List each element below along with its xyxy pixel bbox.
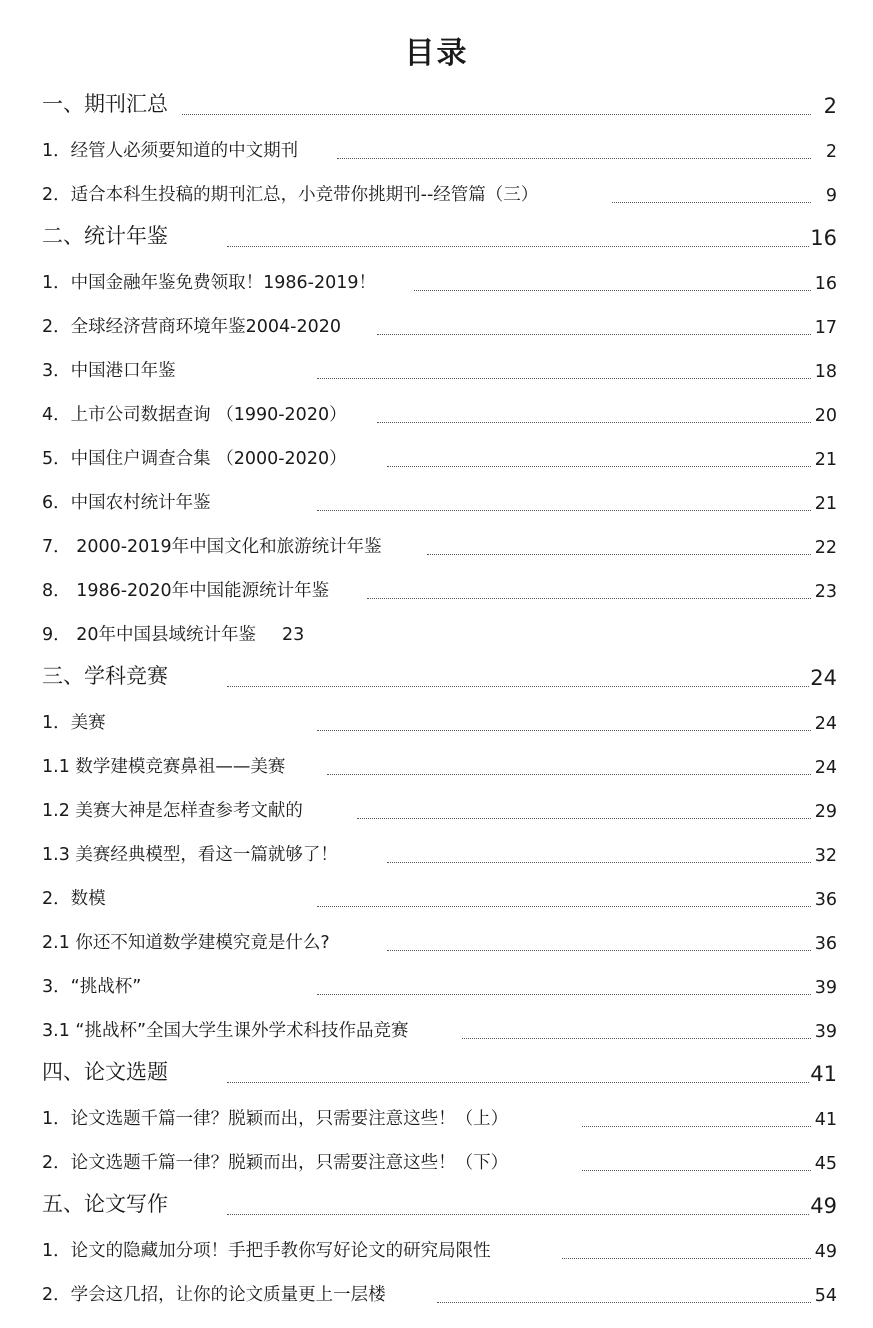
toc-leader-dots bbox=[427, 554, 811, 555]
toc-entry-page: 49 bbox=[814, 1242, 837, 1262]
toc-entry-label: 2．数模 bbox=[42, 885, 108, 910]
toc-entry-page: 24 bbox=[814, 714, 837, 734]
toc-entry[interactable] bbox=[42, 973, 837, 1003]
toc-section-entry[interactable] bbox=[42, 225, 837, 255]
toc-entry-label: 2.1 你还不知道数学建模究竟是什么? bbox=[42, 929, 332, 954]
toc-entry-page: 24 bbox=[810, 666, 837, 690]
toc-entry[interactable] bbox=[42, 489, 837, 519]
toc-entry-label: 二、统计年鉴 bbox=[42, 220, 170, 250]
toc-entry-label: 1．中国金融年鉴免费领取！1986-2019！ bbox=[42, 269, 378, 294]
toc-leader-dots bbox=[327, 774, 811, 775]
toc-entry[interactable] bbox=[42, 1105, 837, 1135]
toc-entry-label: 1.1 数学建模竞赛鼻祖——美赛 bbox=[42, 753, 287, 778]
toc-leader-dots bbox=[357, 818, 811, 819]
toc-entry-label: 1．论文的隐藏加分项！手把手教你写好论文的研究局限性 bbox=[42, 1237, 493, 1262]
toc-leader-dots bbox=[227, 246, 811, 247]
toc-entry-page: 45 bbox=[814, 1154, 837, 1174]
toc-entry[interactable] bbox=[42, 1237, 837, 1267]
toc-entry[interactable] bbox=[42, 269, 837, 299]
toc-entry-page: 23 bbox=[281, 625, 305, 645]
toc-leader-dots bbox=[462, 1038, 811, 1039]
toc-entry-label: 三、学科竞赛 bbox=[42, 660, 170, 690]
toc-entry-page: 36 bbox=[814, 934, 837, 954]
toc-entry-page: 2 bbox=[825, 142, 837, 162]
toc-entry-label: 2．全球经济营商环境年鉴2004-2020 bbox=[42, 313, 343, 338]
toc-entry-label: 8． 1986-2020年中国能源统计年鉴 bbox=[42, 577, 331, 602]
toc-entry[interactable] bbox=[42, 885, 837, 915]
toc-entry-page: 41 bbox=[810, 1062, 837, 1086]
toc-entry-label: 6．中国农村统计年鉴 bbox=[42, 489, 213, 514]
toc-entry-page: 18 bbox=[814, 362, 837, 382]
toc-entry[interactable] bbox=[42, 357, 837, 387]
toc-entry-page: 9 bbox=[825, 186, 837, 206]
toc-entry-label: 2．学会这几招，让你的论文质量更上一层楼 bbox=[42, 1281, 388, 1306]
toc-entry[interactable] bbox=[42, 621, 837, 651]
toc-entry-page: 39 bbox=[814, 978, 837, 998]
toc-entry[interactable] bbox=[42, 445, 837, 475]
toc-entry[interactable] bbox=[42, 709, 837, 739]
toc-leader-dots bbox=[414, 290, 811, 291]
toc-leader-dots bbox=[387, 950, 811, 951]
toc-entry[interactable] bbox=[42, 137, 837, 167]
toc-section-entry[interactable] bbox=[42, 1061, 837, 1091]
toc-section-entry[interactable] bbox=[42, 93, 837, 123]
toc-entry-page: 32 bbox=[814, 846, 837, 866]
toc-entry[interactable] bbox=[42, 797, 837, 827]
toc-entry-page: 36 bbox=[814, 890, 837, 910]
toc-entry[interactable] bbox=[42, 181, 837, 211]
toc-entry[interactable] bbox=[42, 841, 837, 871]
toc-leader-dots bbox=[337, 158, 811, 159]
toc-entry-label: 4．上市公司数据查询 （1990-2020） bbox=[42, 401, 349, 426]
toc-entry-label: 一、期刊汇总 bbox=[42, 88, 170, 118]
toc-section-entry[interactable] bbox=[42, 665, 837, 695]
toc-entry-label: 1.2 美赛大神是怎样查参考文献的 bbox=[42, 797, 305, 822]
toc-leader-dots bbox=[582, 1126, 811, 1127]
toc-entry-page: 49 bbox=[810, 1194, 837, 1218]
toc-leader-dots bbox=[377, 334, 811, 335]
toc-entry-page: 29 bbox=[814, 802, 837, 822]
toc-leader-dots bbox=[317, 906, 811, 907]
toc-leader-dots bbox=[227, 1214, 811, 1215]
toc-entry-label: 7． 2000-2019年中国文化和旅游统计年鉴 bbox=[42, 533, 384, 558]
toc-leader-dots bbox=[317, 994, 811, 995]
toc-entry[interactable] bbox=[42, 533, 837, 563]
toc-entry-page: 41 bbox=[814, 1110, 837, 1130]
toc-leader-dots bbox=[227, 686, 811, 687]
toc-entry-page: 20 bbox=[814, 406, 837, 426]
toc-leader-dots bbox=[387, 862, 811, 863]
toc-entry-label: 四、论文选题 bbox=[42, 1056, 170, 1086]
toc-entry-page: 21 bbox=[814, 450, 837, 470]
toc-entry-page: 16 bbox=[810, 226, 837, 250]
toc-entry[interactable] bbox=[42, 1149, 837, 1179]
toc-leader-dots bbox=[387, 466, 811, 467]
toc-entry-page: 2 bbox=[823, 94, 837, 118]
toc-title: 目录 bbox=[404, 36, 469, 71]
toc-entry-label: 2．论文选题千篇一律？脱颖而出，只需要注意这些！（下） bbox=[42, 1149, 510, 1174]
toc-leader-dots bbox=[317, 510, 811, 511]
toc-leader-dots bbox=[612, 202, 811, 203]
toc-entry[interactable] bbox=[42, 401, 837, 431]
toc-entry-page: 23 bbox=[814, 582, 837, 602]
toc-entry[interactable] bbox=[42, 929, 837, 959]
toc-entry-page: 21 bbox=[814, 494, 837, 514]
toc-entry-label: 3.1 “挑战杯”全国大学生课外学术科技作品竞赛 bbox=[42, 1017, 411, 1042]
toc-entry-label: 2．适合本科生投稿的期刊汇总，小竞带你挑期刊--经管篇（三） bbox=[42, 181, 540, 206]
toc-entry-label: 3．“挑战杯” bbox=[42, 973, 143, 998]
toc-entry-label: 1．美赛 bbox=[42, 709, 108, 734]
toc-leader-dots bbox=[377, 422, 811, 423]
toc-entry[interactable] bbox=[42, 753, 837, 783]
toc-entry-label: 1.3 美赛经典模型，看这一篇就够了！ bbox=[42, 841, 340, 866]
toc-entry-label: 5．中国住户调查合集 （2000-2020） bbox=[42, 445, 349, 470]
toc-entry-page: 39 bbox=[814, 1022, 837, 1042]
toc-entry-page: 24 bbox=[814, 758, 837, 778]
toc-leader-dots bbox=[317, 730, 811, 731]
toc-entry-label: 3．中国港口年鉴 bbox=[42, 357, 178, 382]
toc-leader-dots bbox=[367, 598, 811, 599]
toc-entry-page: 17 bbox=[814, 318, 837, 338]
toc-entry[interactable] bbox=[42, 577, 837, 607]
toc-entry-page: 54 bbox=[814, 1286, 837, 1306]
toc-entry-page: 16 bbox=[814, 274, 837, 294]
toc-entry-label: 9． 20年中国县域统计年鉴 23 bbox=[42, 621, 306, 646]
toc-entry-label: 五、论文写作 bbox=[42, 1188, 170, 1218]
toc-entry-page: 22 bbox=[814, 538, 837, 558]
toc-entry-label: 1．论文选题千篇一律？脱颖而出，只需要注意这些！（上） bbox=[42, 1105, 510, 1130]
toc-leader-dots bbox=[437, 1302, 811, 1303]
toc-section-entry[interactable] bbox=[42, 1193, 837, 1223]
toc-entry[interactable] bbox=[42, 313, 837, 343]
toc-entry-label: 1．经管人必须要知道的中文期刊 bbox=[42, 137, 300, 162]
toc-leader-dots bbox=[227, 1082, 811, 1083]
toc-leader-dots bbox=[582, 1170, 811, 1171]
toc-leader-dots bbox=[317, 378, 811, 379]
toc-entry[interactable] bbox=[42, 1017, 837, 1047]
toc-leader-dots bbox=[182, 114, 811, 115]
toc-entry[interactable] bbox=[42, 1281, 837, 1311]
toc-leader-dots bbox=[562, 1258, 811, 1259]
